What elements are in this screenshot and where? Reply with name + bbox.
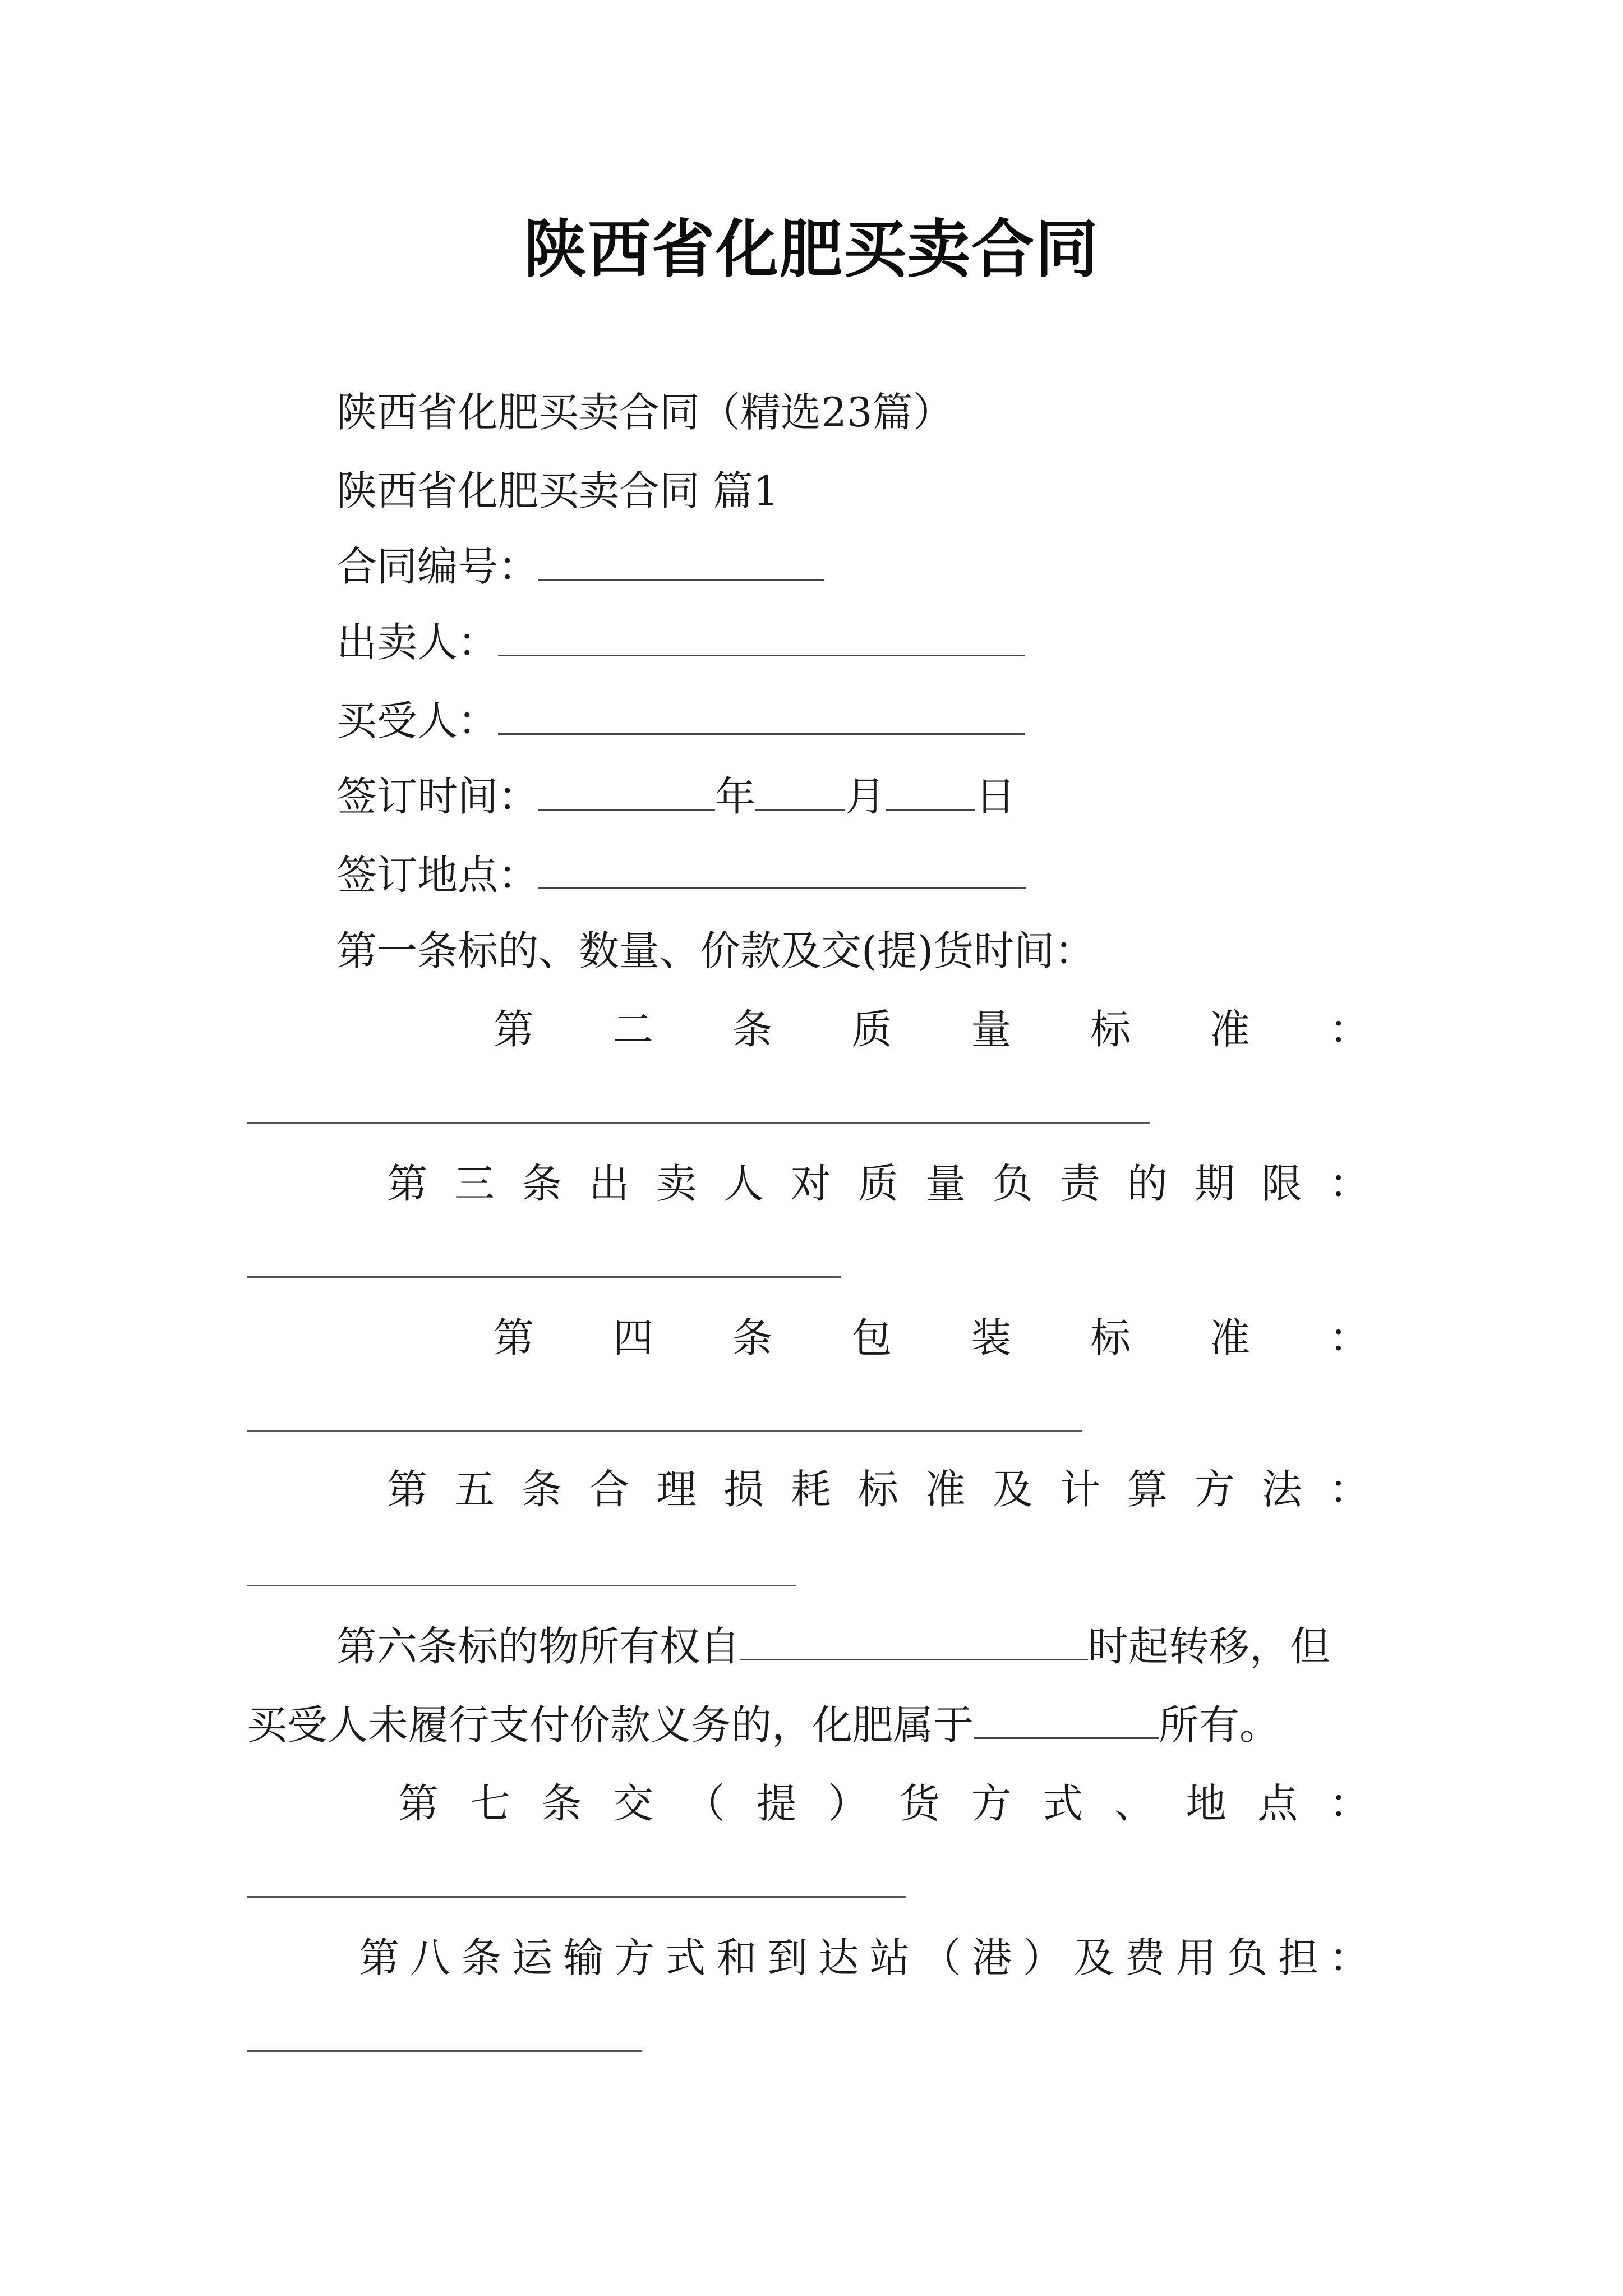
clause-6-blank-1: [740, 1624, 1088, 1660]
clause-char: ：: [1329, 1160, 1370, 1207]
buyer-label: 买受人：: [336, 697, 499, 744]
clause-char: 质: [851, 1006, 892, 1053]
clause-char: 方: [971, 1780, 1012, 1827]
clause-char: 四: [612, 1314, 653, 1361]
clause-char: 二: [612, 1006, 653, 1053]
clause-char: ）: [828, 1780, 869, 1827]
clause-6-blank-2: [974, 1703, 1159, 1739]
clause-6-part-3: 买受人未履行支付价款义务的，化肥属于: [247, 1701, 974, 1749]
clause-char: 法: [1261, 1466, 1302, 1513]
clause-char: 及: [1073, 1934, 1114, 1981]
contract-number-blank: [538, 544, 824, 581]
sign-place-blank: [538, 853, 1026, 889]
clause-char: 合: [588, 1466, 629, 1513]
clause-char: ：: [1329, 1780, 1370, 1827]
document-title: 陕西省化肥买卖合同: [524, 213, 1099, 286]
clause-char: ）: [1022, 1934, 1063, 1981]
clause-char: 装: [971, 1314, 1012, 1361]
clause-char: 点: [1257, 1780, 1298, 1827]
clause-3: [336, 1158, 1370, 1209]
clause-char: 第: [398, 1780, 439, 1827]
clause-char: 担: [1278, 1934, 1318, 1981]
clause-char: 量: [925, 1160, 966, 1207]
clause-char: 负: [992, 1160, 1033, 1207]
clause-char: 八: [410, 1934, 451, 1981]
clause-char: 期: [1194, 1160, 1235, 1207]
clause-7-blank: [247, 1896, 906, 1898]
month-blank: [755, 774, 845, 811]
clause-char: 货: [899, 1780, 940, 1827]
clause-char: 标: [1090, 1314, 1131, 1361]
clause-5-blank: [247, 1585, 796, 1586]
clause-char: 三: [454, 1160, 495, 1207]
seller-row: [336, 617, 1025, 668]
clause-char: 条: [461, 1934, 502, 1981]
clause-char: 准: [1210, 1314, 1251, 1361]
clause-char: 方: [1194, 1466, 1235, 1513]
clause-char: 理: [656, 1466, 697, 1513]
seller-blank: [498, 620, 1025, 656]
clause-char: 计: [1059, 1466, 1100, 1513]
clause-8: [336, 1932, 1370, 1983]
clause-char: 条: [732, 1314, 773, 1361]
clause-char: 质: [857, 1160, 898, 1207]
clause-char: 港: [971, 1934, 1012, 1981]
clause-char: ：: [1329, 1314, 1370, 1361]
day-blank: [886, 774, 975, 811]
clause-char: 准: [925, 1466, 966, 1513]
month-label: 月: [845, 773, 886, 820]
clause-2: [336, 1004, 1370, 1055]
sign-time-label: 签订时间：: [336, 773, 539, 820]
clause-char: 站: [869, 1934, 910, 1981]
clause-char: 条: [732, 1006, 773, 1053]
clause-char: ：: [1329, 1466, 1370, 1513]
clause-char: 式: [665, 1934, 706, 1981]
buyer-blank: [498, 698, 1025, 735]
clause-char: 式: [1043, 1780, 1083, 1827]
clause-char: 耗: [790, 1466, 831, 1513]
clause-3-blank: [247, 1276, 841, 1278]
clause-char: （: [920, 1934, 961, 1981]
clause-char: 及: [992, 1466, 1033, 1513]
clause-char: 负: [1227, 1934, 1267, 1981]
clause-char: 条: [541, 1780, 582, 1827]
clause-char: 和: [716, 1934, 757, 1981]
clause-char: 到: [767, 1934, 808, 1981]
seller-label: 出卖人：: [336, 619, 499, 666]
contract-number-row: [336, 541, 824, 592]
clause-char: 损: [723, 1466, 764, 1513]
year-blank: [538, 774, 715, 811]
clause-char: 人: [723, 1160, 764, 1207]
clause-6-part-2: 时起转移，但: [1088, 1623, 1331, 1670]
year-label: 年: [715, 773, 756, 820]
clause-5: [336, 1464, 1370, 1515]
clause-char: 条: [521, 1160, 562, 1207]
clause-6-line-2: [247, 1700, 1280, 1750]
clause-char: 方: [614, 1934, 655, 1981]
clause-char: 的: [1127, 1160, 1168, 1207]
clause-char: 七: [469, 1780, 510, 1827]
clause-char: 地: [1186, 1780, 1227, 1827]
contract-number-label: 合同编号：: [336, 543, 539, 590]
clause-char: 准: [1210, 1006, 1251, 1053]
clause-8-blank: [247, 2050, 642, 2052]
clause-char: 第: [387, 1466, 428, 1513]
clause-char: ：: [1329, 1934, 1370, 1981]
clause-2-blank: [247, 1122, 1150, 1124]
clause-char: 标: [857, 1466, 898, 1513]
clause-char: 第: [494, 1006, 534, 1053]
clause-char: 标: [1090, 1006, 1131, 1053]
clause-6-part-1: 第六条标的物所有权自: [336, 1623, 741, 1670]
clause-char: 责: [1059, 1160, 1100, 1207]
sign-time-row: [336, 771, 1016, 822]
buyer-row: [336, 696, 1025, 746]
clause-7: [336, 1778, 1370, 1829]
clause-char: 、: [1114, 1780, 1155, 1827]
clause-4: [336, 1313, 1370, 1363]
clause-char: 卖: [656, 1160, 697, 1207]
clause-char: 达: [818, 1934, 859, 1981]
clause-char: 第: [494, 1314, 534, 1361]
clause-1: 第一条标的、数量、价款及交(提)货时间：: [336, 927, 1095, 974]
clause-char: 用: [1175, 1934, 1216, 1981]
clause-char: （: [684, 1780, 725, 1827]
clause-char: 出: [588, 1160, 629, 1207]
clause-char: 第: [359, 1934, 400, 1981]
clause-char: ：: [1329, 1006, 1370, 1053]
clause-char: 包: [851, 1314, 892, 1361]
clause-char: 限: [1261, 1160, 1302, 1207]
clause-char: 费: [1124, 1934, 1165, 1981]
clause-char: 第: [387, 1160, 428, 1207]
document-subtitle: 陕西省化肥买卖合同（精选23篇）: [336, 389, 953, 436]
clause-6-part-4: 所有。: [1159, 1701, 1280, 1749]
clause-char: 输: [563, 1934, 604, 1981]
clause-char: 提: [756, 1780, 797, 1827]
clause-char: 算: [1127, 1466, 1168, 1513]
clause-char: 五: [454, 1466, 495, 1513]
clause-char: 条: [521, 1466, 562, 1513]
clause-4-blank: [247, 1430, 1082, 1432]
clause-char: 对: [790, 1160, 831, 1207]
sign-place-row: [336, 850, 1026, 900]
clause-6-line-1: [336, 1621, 1330, 1672]
sign-place-label: 签订地点：: [336, 852, 539, 899]
day-label: 日: [975, 773, 1016, 820]
clause-char: 量: [971, 1006, 1012, 1053]
clause-char: 运: [512, 1934, 553, 1981]
section-heading: 陕西省化肥买卖合同 篇1: [336, 467, 779, 514]
clause-char: 交: [613, 1780, 654, 1827]
